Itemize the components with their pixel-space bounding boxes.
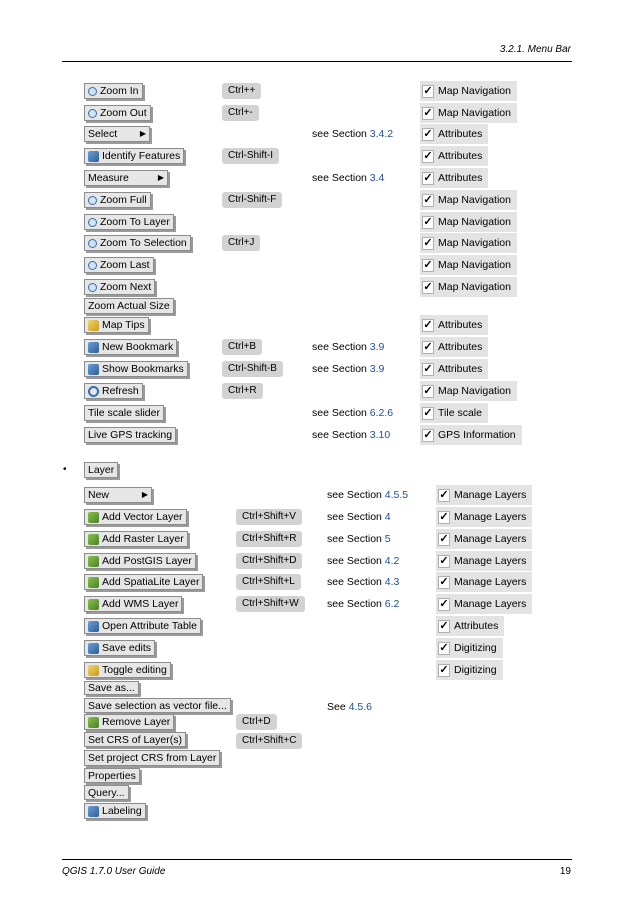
toolbar-badge: [436, 638, 503, 658]
toolbar-badge: [420, 277, 517, 297]
section-link[interactable]: 4: [384, 511, 391, 523]
checkmark-icon: ✓: [439, 554, 449, 567]
zoom-last-icon: [88, 261, 97, 270]
section-reference-text: see Section: [327, 489, 385, 501]
menu-item-label: New: [88, 489, 110, 501]
menu-item-add-postgis-layer[interactable]: [84, 553, 196, 569]
menu-item-zoom-last[interactable]: [84, 257, 154, 273]
checkmark-icon: ✓: [423, 258, 433, 271]
menu-item-map-tips[interactable]: [84, 317, 149, 333]
section-reference: [327, 489, 408, 501]
checkmark-icon: ✓: [423, 340, 433, 353]
add-postgis-layer-icon: [88, 556, 99, 567]
menu-item-label: Open Attribute Table: [102, 620, 197, 632]
toolbar-name: Manage Layers: [454, 489, 527, 501]
keyboard-shortcut: Ctrl+Shift+R: [236, 531, 302, 547]
toolbar-name: Map Navigation: [438, 194, 511, 206]
keyboard-shortcut: Ctrl+Shift+L: [236, 574, 301, 590]
checkmark-icon: ✓: [423, 106, 433, 119]
show-bookmarks-icon: [88, 364, 99, 375]
new-bookmark-icon: [88, 342, 99, 353]
section-reference: [327, 533, 391, 545]
menu-item-new-bookmark[interactable]: [84, 339, 177, 355]
section-reference-text: see Section: [312, 341, 370, 353]
toolbar-badge: [420, 337, 488, 357]
menu-item-add-raster-layer[interactable]: [84, 531, 188, 547]
zoom-next-icon: [88, 283, 97, 292]
view-row: [0, 168, 638, 188]
menu-item-label: Refresh: [102, 385, 139, 397]
attribute-table-icon: [88, 621, 99, 632]
toolbar-badge: [420, 255, 517, 275]
menu-item-label: Toggle editing: [102, 664, 167, 676]
remove-layer-icon: [88, 717, 99, 728]
section-link[interactable]: 3.10: [369, 429, 391, 441]
section-reference-text: see Section: [327, 598, 385, 610]
menu-item-label: Select: [88, 128, 118, 140]
checkmark-icon: ✓: [423, 280, 433, 293]
section-reference-text: see Section: [312, 407, 370, 419]
zoom-to-layer-icon: [88, 218, 97, 227]
menu-item-measure[interactable]: [84, 170, 168, 186]
submenu-arrow-icon: ▶: [141, 490, 148, 499]
section-reference-text: see Section: [327, 511, 385, 523]
checkmark-icon: ✓: [423, 127, 433, 140]
section-reference-text: see Section: [312, 128, 370, 140]
menu-item-label: Tile scale slider: [88, 407, 160, 419]
footer-page-number: 19: [559, 866, 571, 877]
toolbar-name: Attributes: [438, 172, 483, 184]
add-vector-layer-icon: [88, 512, 99, 523]
footer-guide-title: QGIS 1.7.0 User Guide: [62, 866, 166, 877]
view-row: [0, 146, 638, 166]
keyboard-shortcut: Ctrl+J: [222, 235, 260, 251]
keyboard-shortcut: Ctrl++: [222, 83, 261, 99]
menu-item-label: Show Bookmarks: [102, 363, 184, 375]
toolbar-name: Map Navigation: [438, 259, 511, 271]
menu-item-refresh[interactable]: [84, 383, 143, 399]
menu-item-remove-layer[interactable]: [84, 714, 174, 730]
layer-row: [0, 485, 638, 505]
toolbar-badge: [420, 381, 517, 401]
checkmark-icon: ✓: [423, 193, 433, 206]
menu-item-label: Save as...: [88, 682, 135, 694]
section-reference: [312, 429, 390, 441]
toolbar-badge: [420, 359, 488, 379]
menu-item-label: Add PostGIS Layer: [102, 555, 192, 567]
toolbar-name: Manage Layers: [454, 598, 527, 610]
menu-item-identify-features[interactable]: [84, 148, 184, 164]
section-link[interactable]: 3.4: [369, 172, 385, 184]
zoom-full-icon: [88, 196, 97, 205]
section-reference-text: see Section: [327, 576, 385, 588]
view-row: [0, 255, 638, 275]
zoom-to-selection-icon: [88, 239, 97, 248]
menu-item-new[interactable]: [84, 487, 152, 503]
view-row: [0, 124, 638, 144]
toolbar-name: Manage Layers: [454, 511, 527, 523]
menu-item-set-project-crs-from-layer[interactable]: [84, 750, 220, 766]
checkmark-icon: ✓: [439, 488, 449, 501]
toolbar-badge: [420, 425, 522, 445]
keyboard-shortcut: Ctrl-Shift-F: [222, 192, 282, 208]
view-row: [0, 403, 638, 423]
keyboard-shortcut: Ctrl-Shift-I: [222, 148, 279, 164]
view-row: [0, 212, 638, 232]
layer-row: [0, 551, 638, 571]
menu-item-label: Zoom Last: [100, 259, 150, 271]
menu-item-label: Save edits: [102, 642, 152, 654]
section-link[interactable]: 4.5.5: [384, 489, 409, 501]
keyboard-shortcut: Ctrl+D: [236, 714, 277, 730]
checkmark-icon: ✓: [423, 318, 433, 331]
checkmark-icon: ✓: [423, 406, 433, 419]
checkmark-icon: ✓: [439, 641, 449, 654]
toolbar-badge: [436, 507, 532, 527]
checkmark-icon: ✓: [439, 597, 449, 610]
view-row: [0, 381, 638, 401]
section-reference-text: see Section: [312, 429, 370, 441]
menu-item-label: Add Vector Layer: [102, 511, 183, 523]
toolbar-name: Map Navigation: [438, 237, 511, 249]
section-reference: [312, 341, 384, 353]
menu-item-zoom-to-layer[interactable]: [84, 214, 174, 230]
view-row: [0, 190, 638, 210]
section-reference: [312, 128, 393, 140]
checkmark-icon: ✓: [439, 532, 449, 545]
toolbar-badge: [420, 315, 488, 335]
section-link[interactable]: 5: [384, 533, 391, 545]
section-reference-text: see Section: [312, 172, 370, 184]
zoom-in-icon: [88, 87, 97, 96]
menu-item-zoom-full[interactable]: [84, 192, 151, 208]
toggle-editing-icon: [88, 665, 99, 676]
menu-item-labeling[interactable]: [84, 803, 146, 819]
identify-icon: [88, 151, 99, 162]
checkmark-icon: ✓: [439, 510, 449, 523]
toolbar-badge: [420, 103, 517, 123]
toolbar-badge: [436, 572, 532, 592]
toolbar-badge: [420, 146, 488, 166]
submenu-arrow-icon: ▶: [157, 173, 164, 182]
toolbar-name: Digitizing: [454, 642, 497, 654]
toolbar-badge: [436, 660, 503, 680]
menu-item-save-selection-as-vector-file[interactable]: [84, 698, 231, 713]
toolbar-name: Map Navigation: [438, 107, 511, 119]
menu-item-label: Zoom Full: [100, 194, 147, 206]
menu-item-label: Live GPS tracking: [88, 429, 173, 441]
menu-item-select[interactable]: [84, 126, 150, 142]
toolbar-name: Map Navigation: [438, 216, 511, 228]
toolbar-badge: [436, 485, 532, 505]
menu-item-label: Identify Features: [102, 150, 181, 162]
keyboard-shortcut: Ctrl+Shift+C: [236, 733, 302, 749]
menu-item-label: Add Raster Layer: [102, 533, 184, 545]
layer-row: [0, 731, 638, 751]
toolbar-name: Map Navigation: [438, 385, 511, 397]
checkmark-icon: ✓: [439, 575, 449, 588]
view-row: [0, 277, 638, 297]
menu-item-query[interactable]: [84, 785, 129, 800]
menu-item-label: Zoom To Selection: [100, 237, 187, 249]
zoom-out-icon: [88, 109, 97, 118]
view-row: [0, 103, 638, 123]
menu-item-add-vector-layer[interactable]: [84, 509, 187, 525]
menu-item-label: Zoom Actual Size: [88, 300, 170, 312]
keyboard-shortcut: Ctrl+R: [222, 383, 263, 399]
menu-item-open-attribute-table[interactable]: [84, 618, 201, 634]
toolbar-name: Tile scale: [438, 407, 482, 419]
section-reference: [327, 511, 391, 523]
menu-item-label: Properties: [88, 769, 136, 782]
view-row: [0, 233, 638, 253]
toolbar-badge: [420, 124, 488, 144]
layer-row: [0, 660, 638, 680]
section-link[interactable]: 3.4.2: [369, 128, 394, 140]
add-spatialite-layer-icon: [88, 577, 99, 588]
save-edits-icon: [88, 643, 99, 654]
toolbar-badge: [420, 190, 517, 210]
toolbar-name: Attributes: [438, 150, 483, 162]
checkmark-icon: ✓: [423, 236, 433, 249]
section-reference-text: see Section: [312, 363, 370, 375]
layer-row: [0, 572, 638, 592]
layer-row: [0, 801, 638, 821]
section-link[interactable]: 4.3: [384, 576, 400, 588]
section-link[interactable]: 4.2: [384, 555, 400, 567]
menu-item-set-crs-of-layer-s[interactable]: [84, 732, 186, 747]
section-reference-text: See: [327, 701, 349, 713]
checkmark-icon: ✓: [423, 428, 433, 441]
view-row: [0, 81, 638, 101]
checkmark-icon: ✓: [423, 384, 433, 397]
menu-item-live-gps-tracking[interactable]: [84, 427, 176, 443]
menu-item-label: Add SpatiaLite Layer: [102, 576, 200, 588]
section-link[interactable]: 4.5.6: [348, 701, 372, 713]
section-link[interactable]: 6.2: [384, 598, 400, 610]
menu-item-zoom-actual-size[interactable]: [84, 298, 174, 314]
view-row: [0, 315, 638, 335]
keyboard-shortcut: Ctrl+B: [222, 339, 262, 355]
menu-item-label: Remove Layer: [102, 716, 171, 728]
toolbar-name: Attributes: [438, 341, 483, 353]
menu-item-label: Query...: [88, 786, 125, 799]
menu-item-properties[interactable]: [84, 768, 140, 783]
menu-item-label: Save selection as vector file...: [88, 699, 227, 712]
refresh-icon: [88, 386, 99, 397]
section-reference-text: see Section: [327, 555, 385, 567]
toolbar-name: Attributes: [438, 363, 483, 375]
toolbar-badge: [436, 529, 532, 549]
section-link[interactable]: 6.2.6: [369, 407, 394, 419]
checkmark-icon: ✓: [423, 84, 433, 97]
toolbar-badge: [420, 81, 517, 101]
add-wms-layer-icon: [88, 599, 99, 610]
toolbar-badge: [420, 212, 517, 232]
add-raster-layer-icon: [88, 534, 99, 545]
layer-row: [0, 529, 638, 549]
toolbar-badge: [436, 551, 532, 571]
menu-item-label: Zoom Out: [100, 107, 147, 119]
keyboard-shortcut: Ctrl+Shift+D: [236, 553, 302, 569]
toolbar-name: Manage Layers: [454, 576, 527, 588]
checkmark-icon: ✓: [423, 171, 433, 184]
menu-item-label: Set CRS of Layer(s): [88, 733, 182, 746]
header-rule: [62, 61, 572, 62]
menu-item-label: Zoom Next: [100, 281, 152, 293]
layer-row: [0, 749, 638, 769]
menu-item-zoom-in[interactable]: [84, 83, 143, 99]
menu-item-label: Measure: [88, 172, 129, 184]
section-link[interactable]: 3.9: [369, 341, 385, 353]
toolbar-badge: [436, 594, 532, 614]
keyboard-shortcut: Ctrl+Shift+V: [236, 509, 302, 525]
toolbar-name: Attributes: [438, 128, 483, 140]
checkmark-icon: ✓: [423, 215, 433, 228]
keyboard-shortcut: Ctrl+-: [222, 105, 259, 121]
menu-item-toggle-editing[interactable]: [84, 662, 171, 678]
layer-row: [0, 638, 638, 658]
section-reference: [312, 172, 384, 184]
menu-item-tile-scale-slider[interactable]: [84, 405, 164, 421]
section-reference: [312, 363, 384, 375]
menu-item-add-wms-layer[interactable]: [84, 596, 182, 612]
toolbar-badge: [420, 168, 488, 188]
layer-row: [0, 507, 638, 527]
menu-item-save-as[interactable]: [84, 681, 139, 695]
toolbar-name: Map Navigation: [438, 85, 511, 97]
layer-row: [0, 616, 638, 636]
menu-item-zoom-out[interactable]: [84, 105, 151, 121]
section-reference: [312, 407, 393, 419]
submenu-arrow-icon: ▶: [139, 129, 146, 138]
section-reference: [327, 555, 399, 567]
keyboard-shortcut: Ctrl+Shift+W: [236, 596, 305, 612]
layer-menu-row: [0, 460, 638, 480]
menu-item-label: Zoom To Layer: [100, 216, 170, 228]
view-row: [0, 337, 638, 357]
menu-item-label: Zoom In: [100, 85, 139, 97]
menu-item-label: Labeling: [102, 805, 142, 817]
toolbar-badge: [420, 403, 488, 423]
toolbar-name: Attributes: [454, 620, 499, 632]
toolbar-badge: [420, 233, 517, 253]
checkmark-icon: ✓: [423, 149, 433, 162]
layer-menu-label: Layer: [88, 464, 115, 476]
menu-item-add-spatialite-layer[interactable]: [84, 574, 203, 590]
labeling-icon: [88, 806, 99, 817]
section-reference: [327, 576, 399, 588]
menu-item-show-bookmarks[interactable]: [84, 361, 188, 377]
toolbar-name: Manage Layers: [454, 555, 527, 567]
menu-item-label: Add WMS Layer: [102, 598, 179, 610]
checkmark-icon: ✓: [423, 362, 433, 375]
menu-item-label: Map Tips: [102, 319, 145, 331]
page-header-title: 3.2.1. Menu Bar: [499, 44, 571, 55]
checkmark-icon: ✓: [439, 663, 449, 676]
footer-rule: [62, 859, 572, 860]
toolbar-name: GPS Information: [438, 429, 516, 441]
section-reference: [327, 598, 399, 610]
section-link[interactable]: 3.9: [369, 363, 385, 375]
view-row: [0, 359, 638, 379]
layer-row: [0, 594, 638, 614]
menu-item-zoom-to-selection[interactable]: [84, 235, 191, 251]
toolbar-name: Attributes: [438, 319, 483, 331]
checkmark-icon: ✓: [439, 619, 449, 632]
toolbar-name: Map Navigation: [438, 281, 511, 293]
view-row: [0, 425, 638, 445]
bullet: •: [63, 464, 67, 475]
toolbar-badge: [436, 616, 504, 636]
menu-item-save-edits[interactable]: [84, 640, 155, 656]
section-reference-text: see Section: [327, 533, 385, 545]
keyboard-shortcut: Ctrl-Shift-B: [222, 361, 283, 377]
layer-row: [0, 712, 638, 732]
toolbar-name: Manage Layers: [454, 533, 527, 545]
menu-item-zoom-next[interactable]: [84, 279, 155, 295]
view-row: [0, 297, 638, 317]
menu-item-label: New Bookmark: [102, 341, 174, 353]
map-tips-icon: [88, 320, 99, 331]
toolbar-name: Digitizing: [454, 664, 497, 676]
layer-menu-button[interactable]: [84, 462, 118, 478]
menu-item-label: Set project CRS from Layer: [88, 752, 217, 764]
